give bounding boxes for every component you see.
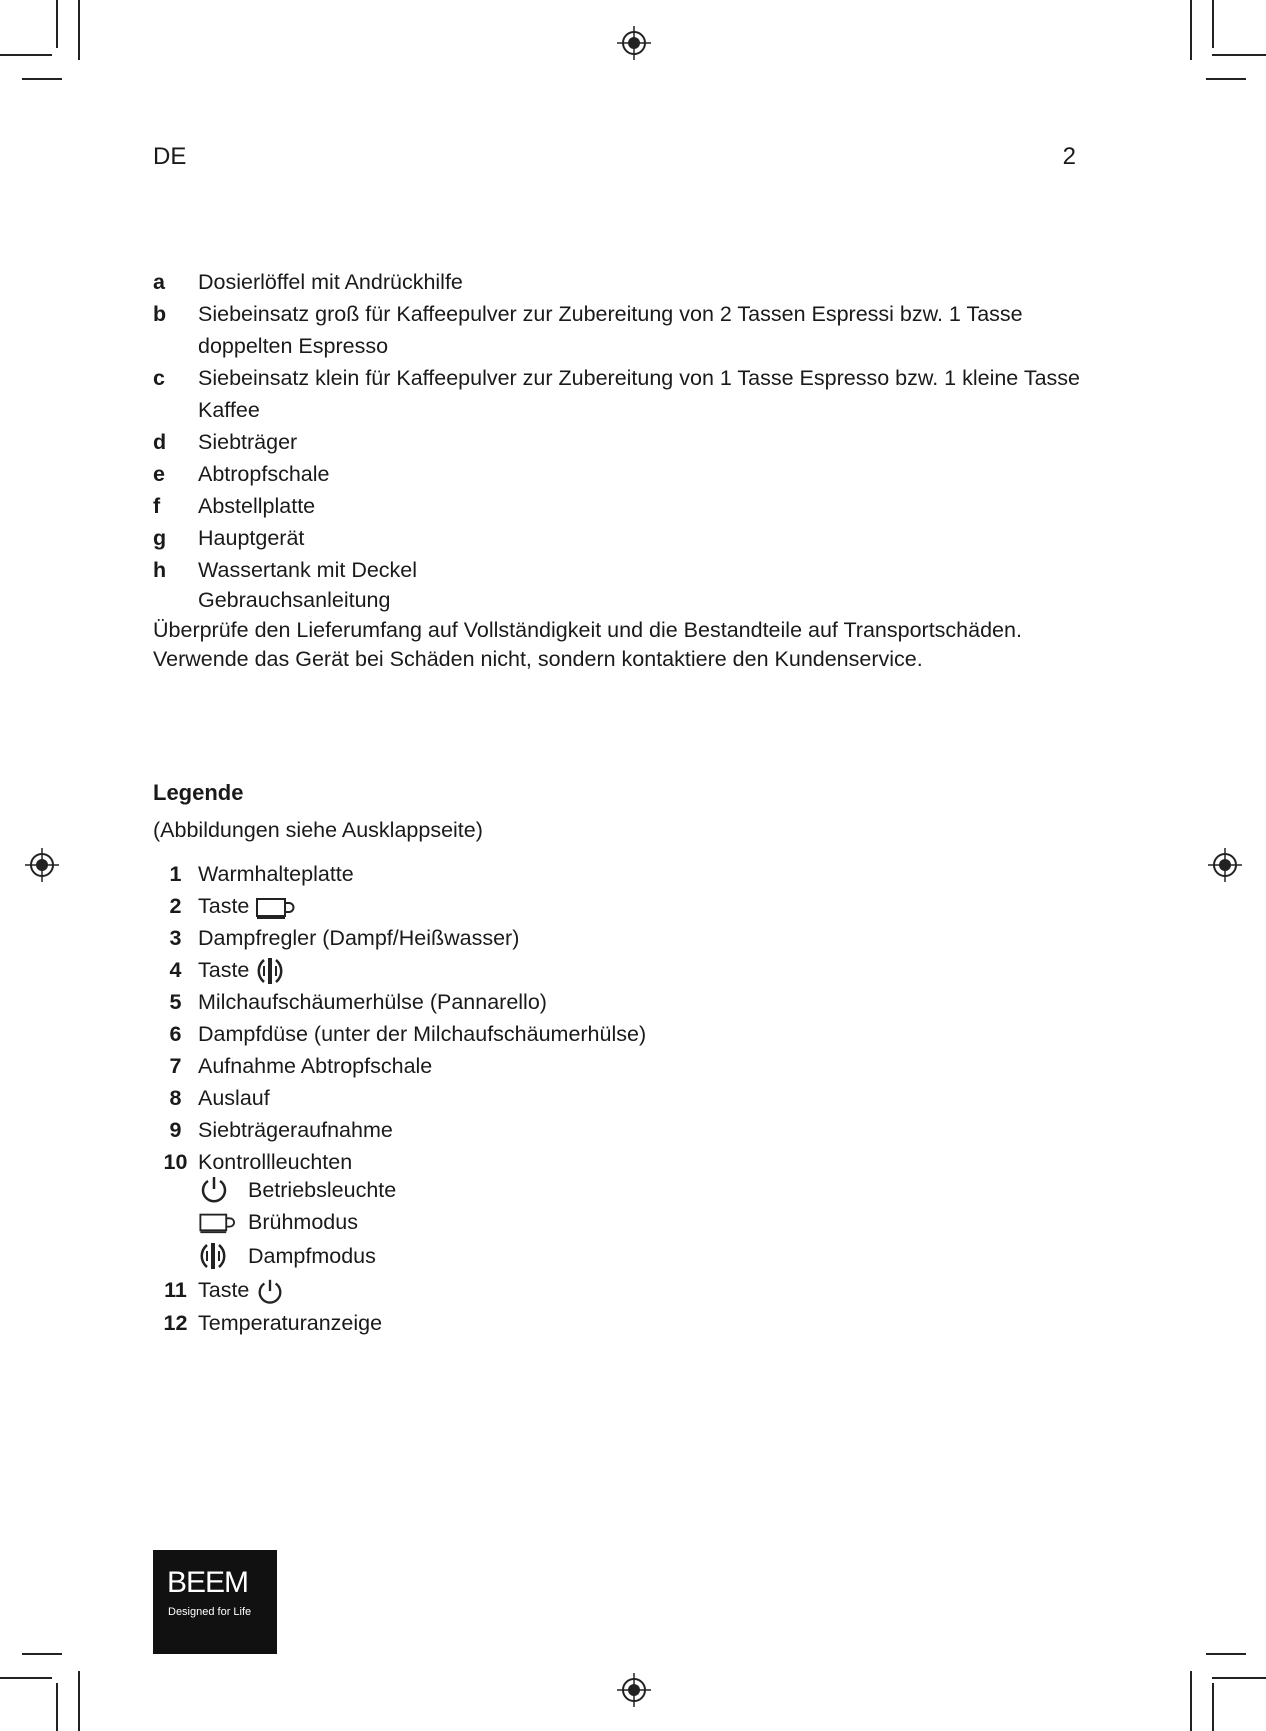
list-item [153, 522, 1093, 554]
list-item [153, 858, 1093, 890]
list-item [153, 1018, 1093, 1050]
item-text: Dampfregler (Dampf/Heißwasser) [198, 926, 520, 950]
indicator-label: Dampfmodus [248, 1244, 376, 1269]
crop-mark [1206, 1653, 1246, 1655]
steam-icon [198, 1241, 228, 1271]
crop-mark [1206, 78, 1246, 80]
item-key: e [153, 462, 165, 486]
crop-mark [1190, 1671, 1192, 1731]
registration-mark-icon [617, 1673, 651, 1707]
parts-list [153, 266, 1093, 674]
item-number: 3 [169, 926, 182, 950]
registration-mark-icon [617, 26, 651, 60]
crop-mark [78, 0, 80, 60]
item-number: 10 [163, 1150, 188, 1175]
list-item [153, 298, 1093, 362]
item-text: Siebträgeraufnahme [198, 1118, 393, 1143]
indicator-label: Brühmodus [248, 1210, 358, 1235]
item-number: 5 [169, 990, 182, 1015]
item-number: 7 [169, 1054, 182, 1079]
list-item [153, 1307, 1093, 1339]
item-text: Abtropfschale [198, 462, 330, 486]
list-item [153, 922, 1093, 954]
list-item [153, 362, 1093, 426]
item-key: c [153, 366, 165, 390]
cup-icon [255, 894, 295, 920]
crop-mark [56, 0, 58, 48]
item-number: 9 [169, 1118, 182, 1143]
indicator-item [153, 1238, 1093, 1274]
crop-mark [0, 1677, 52, 1679]
list-item [153, 1114, 1093, 1146]
crop-mark [22, 78, 62, 80]
list-item [153, 986, 1093, 1018]
list-item [153, 890, 1093, 922]
manual-item: Gebrauchsanleitung [198, 588, 391, 612]
list-item [153, 458, 1093, 490]
indicator-item [153, 1174, 1093, 1206]
item-text: Siebeinsatz groß für Kaffeepulver zur Zubereitung von 2 Tassen Espressi bzw. 1 Tasse doppelten Espresso [198, 302, 1023, 358]
logo-tagline: Designed for Life [168, 1606, 252, 1618]
item-text: Taste [198, 958, 250, 982]
list-item [153, 266, 1093, 298]
list-item [153, 1146, 1093, 1174]
item-text: Auslauf [198, 1086, 270, 1111]
item-text: Aufnahme Abtropfschale [198, 1054, 433, 1079]
item-key: f [153, 494, 161, 518]
item-number: 12 [163, 1310, 188, 1335]
list-item [153, 1082, 1093, 1114]
crop-mark [78, 1671, 80, 1731]
item-text: Hauptgerät [198, 526, 305, 550]
list-item [153, 1050, 1093, 1082]
item-key: h [153, 558, 167, 582]
item-key: d [153, 430, 167, 454]
crop-mark [1212, 0, 1214, 48]
item-text: Kontrollleuchten [198, 1150, 353, 1175]
indicator-label: Betriebsleuchte [248, 1178, 397, 1203]
crop-mark [22, 1653, 62, 1655]
check-note: Überprüfe den Lieferumfang auf Vollständigkeit und die Bestandteile auf Transportschäden. Verwende das Gerät bei Schäden nicht, sondern kontaktiere den Kundenservice. [153, 618, 1022, 671]
list-item [153, 1274, 1093, 1306]
item-key: a [153, 270, 165, 294]
list-item [153, 954, 1093, 986]
crop-mark [0, 54, 52, 56]
list-item [153, 426, 1093, 458]
item-text: Siebträger [198, 430, 298, 454]
indicator-item [153, 1206, 1093, 1238]
item-text: Siebeinsatz klein für Kaffeepulver zur Zubereitung von 1 Tasse Espresso bzw. 1 kleine Tasse Kaffee [198, 366, 1081, 422]
page-number: 2 [1062, 143, 1076, 170]
item-key: b [153, 302, 167, 326]
list-item [153, 554, 1093, 586]
crop-mark [1212, 1677, 1266, 1679]
list-item [153, 490, 1093, 522]
item-text: Taste [198, 1278, 250, 1303]
crop-mark [56, 1683, 58, 1731]
crop-mark [1190, 0, 1192, 60]
item-key: g [153, 526, 167, 550]
steam-icon [255, 956, 285, 986]
brand-logo [153, 1550, 277, 1654]
power-icon [198, 1174, 230, 1206]
crop-mark [1212, 54, 1266, 56]
legend-subtitle: (Abbildungen siehe Ausklappseite) [153, 818, 483, 842]
logo-name: BEEM [167, 1566, 249, 1599]
legend-list [153, 858, 1093, 1339]
power-icon [255, 1277, 285, 1307]
item-number: 4 [169, 958, 182, 982]
legend-title: Legende [153, 780, 244, 805]
crop-mark [1212, 1683, 1214, 1731]
registration-mark-icon [25, 848, 59, 882]
item-text: Dosierlöffel mit Andrückhilfe [198, 270, 463, 294]
language-code: DE [153, 143, 187, 170]
item-text: Warmhalteplatte [198, 862, 354, 886]
item-text: Temperaturanzeige [198, 1310, 383, 1335]
item-text: Wassertank mit Deckel [198, 558, 418, 582]
cup-icon [198, 1210, 236, 1234]
item-number: 2 [169, 894, 182, 918]
item-text: Milchaufschäumerhülse (Pannarello) [198, 990, 547, 1015]
item-number: 8 [169, 1086, 182, 1111]
registration-mark-icon [1208, 848, 1242, 882]
item-number: 11 [164, 1278, 187, 1303]
item-text: Dampfdüse (unter der Milchaufschäumerhülse) [198, 1022, 647, 1047]
item-text: Abstellplatte [198, 494, 316, 518]
item-text: Taste [198, 894, 250, 918]
item-number: 1 [169, 862, 182, 886]
item-number: 6 [169, 1022, 182, 1047]
